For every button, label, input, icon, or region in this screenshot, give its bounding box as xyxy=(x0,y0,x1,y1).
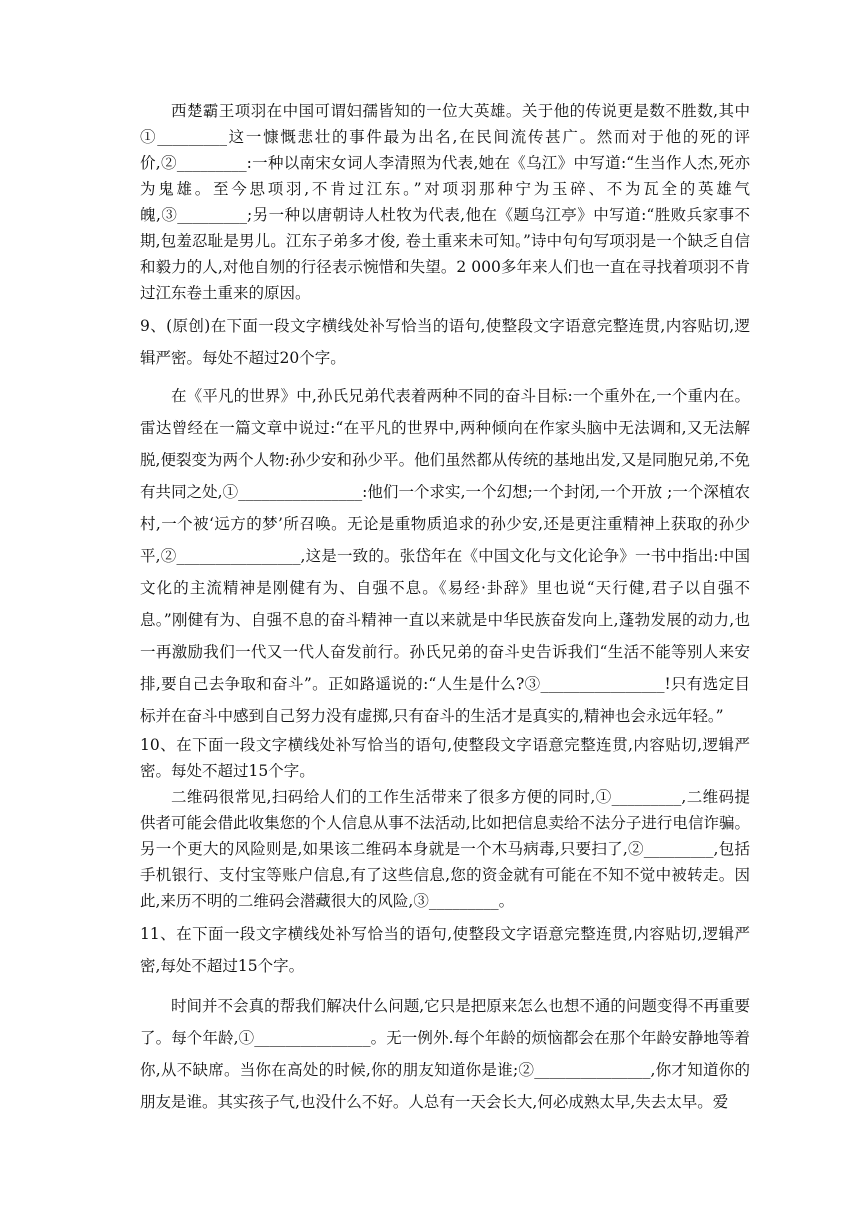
document-content xyxy=(140,98,750,1118)
question-11-prompt: 11、在下面一段文字横线处补写恰当的语句,使整段文字语意完整连贯,内容贴切,逻辑严密,每处不超过15个字。 xyxy=(140,925,750,975)
question-10-passage: 二维码很常见,扫码给人们的工作生活带来了很多方便的同时,①_________,二维码提供者可能会借此收集您的个人信息从事不法活动,比如把信息卖给不法分子进行电信诈骗。另一个更大的风险则是,如果该二维码本身就是一个木马病毒,只要扫了,②_________,包括手机银行、支付宝等账户信息,有了这些信息,您的资金就有可能在不知不觉中被转走。因此,来历不明的二维码会潜藏很大的风险,③_________。 xyxy=(140,788,750,910)
passage-8-paragraph: 西楚霸王项羽在中国可谓妇孺皆知的一位大英雄。关于他的传说更是数不胜数,其中①_________这一慷慨悲壮的事件最为出名,在民间流传甚广。然而对于他的死的评价,②_________:一种以南宋女词人李清照为代表,她在《乌江》中写道:“生当作人杰,死亦为鬼雄。至今思项羽,不肯过江东。”对项羽那种宁为玉碎、不为瓦全的英雄气魄,③_________;另一种以唐朝诗人杜牧为代表,他在《题乌江亭》中写道:“胜败兵家事不期,包羞忍耻是男儿。江东子弟多才俊, 卷土重来未可知。”诗中句句写项羽是一个缺乏自信和毅力的人,对他自刎的行径表示惋惜和失望。2 000多年来人们也一直在寻找着项羽不肯过江东卷土重来的原因。 xyxy=(140,102,750,302)
question-9-passage: 在《平凡的世界》中,孙氏兄弟代表着两种不同的奋斗目标:一个重外在,一个重内在。雷达曾经在一篇文章中说过:“在平凡的世界中,两种倾向在作家头脑中无法调和,又无法解脱,便裂变为两个人物:孙少安和孙少平。他们虽然都从传统的基地出发,又是同胞兄弟,不免有共同之处,①________________:他们一个求实,一个幻想;一个封闭,一个开放 ;一个深植农村,一个被‘远方的梦’所召唤。无论是重物质追求的孙少安,还是更注重精神上获取的孙少平,②________________,这是一致的。张岱年在《中国文化与文化论争》一书中指出:中国文化的主流精神是刚健有为、自强不息。《易经·卦辞》里也说“天行健,君子以自强不息。”刚健有为、自强不息的奋斗精神一直以来就是中华民族奋发向上,蓬勃发展的动力,也一再激励我们一代又一代人奋发前行。孙氏兄弟的奋斗史告诉我们“生活不能等别人来安排,要自己去争取和奋斗”。正如路遥说的:“人生是什么?③________________!只有选定目标并在奋斗中感到自己努力没有虚掷,只有奋斗的生活才是真实的,精神也会永远年轻。” xyxy=(140,387,750,725)
question-11-passage: 时间并不会真的帮我们解决什么问题,它只是把原来怎么也想不通的问题变得不再重要了。每个年龄,①_______________。无一例外.每个年龄的烦恼都会在那个年龄安静地等着你,从不缺席。当你在高处的时候,你的朋友知道你是谁;②_______________,你才知道你的朋友是谁。其实孩子气,也没什么不好。人总有一天会长大,何必成熟太早,失去太早。爱 xyxy=(140,997,750,1111)
question-10-prompt: 10、在下面一段文字横线处补写恰当的语句,使整段文字语意完整连贯,内容贴切,逻辑严密。每处不超过15个字。 xyxy=(140,736,750,780)
question-9-prompt: 9、(原创)在下面一段文字横线处补写恰当的语句,使整段文字语意完整连贯,内容贴切,逻辑严密。每处不超过20个字。 xyxy=(140,317,750,367)
spacer xyxy=(140,982,750,990)
